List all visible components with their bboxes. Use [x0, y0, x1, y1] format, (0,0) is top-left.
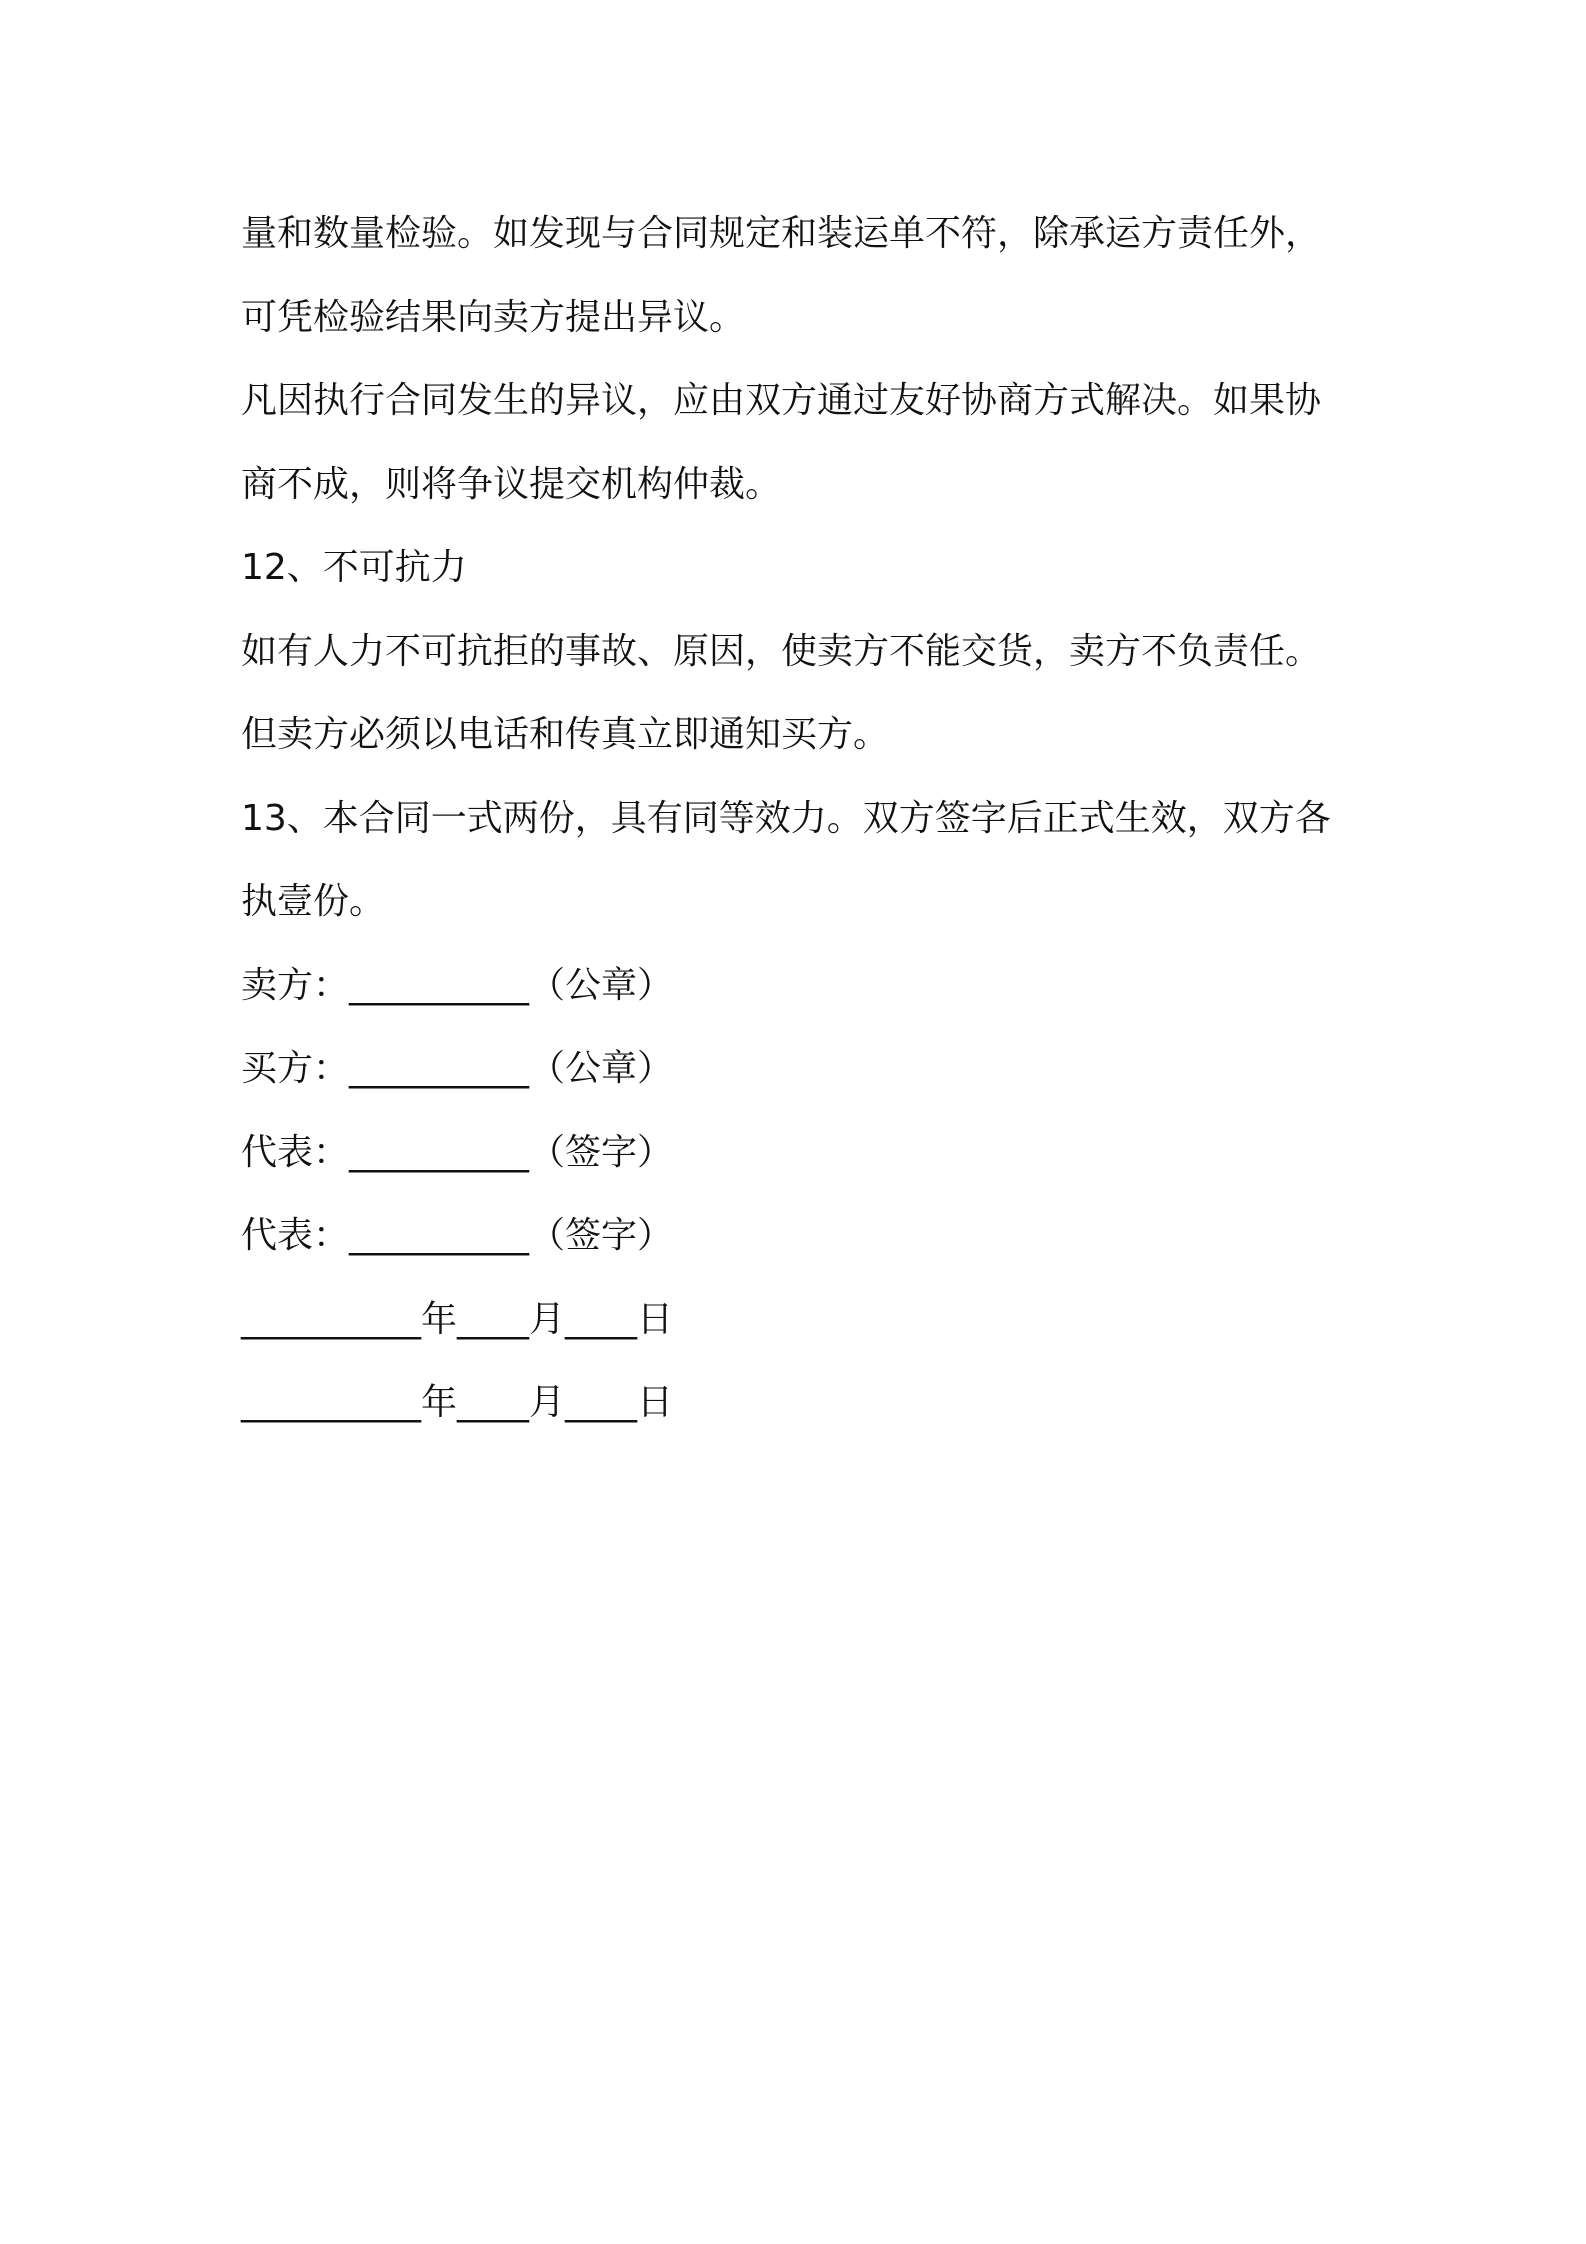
representative-signature-line-2: 代表：__________（签字） [241, 1215, 674, 1256]
representative-signature-line-1: 代表：__________（签字） [241, 1131, 674, 1173]
inspection-paragraph-line-1: 量和数量检验。如发现与合同规定和装运单不符，除承运方责任外， [241, 213, 1322, 254]
force-majeure-paragraph-line-1: 如有人力不可抗拒的事故、原因，使卖方不能交货，卖方不负责任。 [241, 630, 1322, 672]
copies-clause-line-2: 执壹份。 [241, 881, 386, 922]
date-line-2: __________年____月____日 [241, 1382, 673, 1423]
inspection-paragraph-line-2: 可凭检验结果向卖方提出异议。 [241, 296, 746, 338]
force-majeure-heading: 12、不可抗力 [241, 547, 467, 588]
dispute-paragraph-line-2: 商不成，则将争议提交机构仲裁。 [241, 463, 782, 505]
buyer-seal-line: 买方：__________（公章） [241, 1048, 674, 1089]
date-line-1: __________年____月____日 [241, 1298, 673, 1340]
dispute-paragraph-line-1: 凡因执行合同发生的异议，应由双方通过友好协商方式解决。如果协 [241, 380, 1322, 421]
force-majeure-paragraph-line-2: 但卖方必须以电话和传真立即通知买方。 [241, 714, 890, 755]
document-body [241, 192, 1361, 1445]
seller-seal-line: 卖方：__________（公章） [241, 964, 674, 1006]
copies-clause-line-1: 13、本合同一式两份，具有同等效力。双方签字后正式生效，双方各 [241, 797, 1331, 839]
